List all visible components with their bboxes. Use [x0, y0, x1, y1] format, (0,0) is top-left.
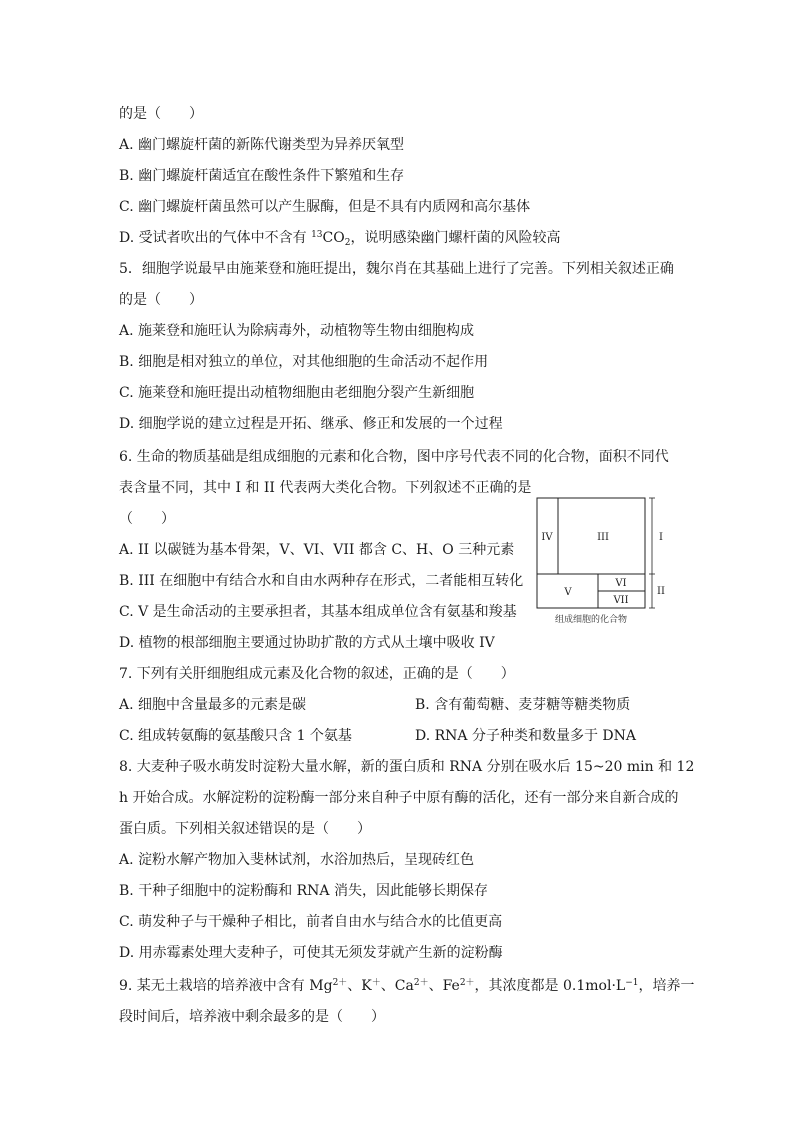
question-8-stem-2: h 开始合成。水解淀粉的淀粉酶一部分来自种子中原有酶的活化，还有一部分来自新合成的 — [119, 790, 679, 806]
option-6b: B. III 在细胞中有结合水和自由水两种存在形式，二者能相互转化 — [119, 573, 524, 589]
option-4d-subscript: 2 — [344, 238, 351, 248]
option-6d: D. 植物的根部细胞主要通过协助扩散的方式从土壤中吸收 IV — [119, 635, 495, 651]
label-ii: II — [657, 586, 665, 597]
option-8a: A. 淀粉水解产物加入斐林试剂，水浴加热后，呈现砖红色 — [119, 852, 475, 868]
q9-fe-charge: 2＋ — [459, 978, 475, 988]
option-4d — [119, 228, 560, 248]
question-5-stem: 5．细胞学说最早由施莱登和施旺提出，魏尔肖在其基础上进行了完善。下列相关叙述正确 — [119, 261, 674, 277]
q9-unit-exponent: −1 — [625, 978, 639, 988]
q9-part-2: 、K — [347, 978, 372, 994]
option-8c: C. 萌发种子与干燥种子相比，前者自由水与结合水的比值更高 — [119, 914, 503, 930]
label-v: V — [564, 587, 572, 598]
option-4b: B. 幽门螺旋杆菌适宜在酸性条件下繁殖和生存 — [119, 168, 405, 184]
label-iii: III — [597, 532, 609, 543]
q9-part-4: 、Fe — [428, 978, 460, 994]
cell-compounds-diagram — [530, 490, 680, 630]
option-4d-text-b: ，说明感染幽门螺杆菌的风险较高 — [350, 230, 561, 246]
option-5b: B. 细胞是相对独立的单位，对其他细胞的生命活动不起作用 — [119, 354, 489, 370]
option-5d: D. 细胞学说的建立过程是开拓、继承、修正和发展的一个过程 — [119, 416, 503, 432]
question-5-stem-end: 的是（ ） — [119, 292, 203, 308]
option-5a: A. 施莱登和施旺认为除病毒外，动植物等生物由细胞构成 — [119, 323, 475, 339]
option-4c: C. 幽门螺旋杆菌虽然可以产生脲酶，但是不具有内质网和高尔基体 — [119, 199, 531, 215]
option-4d-co: CO — [322, 230, 345, 246]
option-8d: D. 用赤霉素处理大麦种子，可使其无须发芽就产生新的淀粉酶 — [119, 945, 503, 961]
question-8-stem: 8. 大麦种子吸水萌发时淀粉大量水解，新的蛋白质和 RNA 分别在吸水后 15~20 min 和 12 — [119, 759, 695, 775]
option-8b: B. 干种子细胞中的淀粉酶和 RNA 消失，因此能够长期保存 — [119, 883, 488, 899]
question-9-stem-2: 段时间后，培养液中剩余最多的是（ ） — [119, 1009, 385, 1025]
text-line-q4-stem-end: 的是（ ） — [119, 106, 203, 122]
option-6a: A. II 以碳链为基本骨架，V、VI、VII 都含 C、H、O 三种元素 — [119, 542, 515, 558]
q9-part-6: ，培养一 — [638, 978, 695, 994]
option-4a: A. 幽门螺旋杆菌的新陈代谢类型为异养厌氧型 — [119, 137, 405, 153]
cell-compounds-figure — [530, 490, 680, 630]
q9-ca-charge: 2＋ — [413, 978, 429, 988]
option-7c: C. 组成转氨酶的氨基酸只含 1 个氨基 — [119, 728, 352, 744]
option-7d: D. RNA 分子种类和数量多于 DNA — [415, 728, 637, 744]
question-8-stem-3: 蛋白质。下列相关叙述错误的是（ ） — [119, 821, 371, 837]
q9-k-charge: ＋ — [371, 978, 381, 988]
option-7b: B. 含有葡萄糖、麦芽糖等糖类物质 — [415, 697, 631, 713]
label-vii: VII — [613, 595, 629, 606]
option-5c: C. 施莱登和施旺提出动植物细胞由老细胞分裂产生新细胞 — [119, 385, 475, 401]
q9-part-5: ，其浓度都是 0.1mol·L — [474, 978, 626, 994]
label-vi: VI — [615, 578, 627, 589]
question-6-stem: 6. 生命的物质基础是组成细胞的元素和化合物，图中序号代表不同的化合物，面积不同代 — [119, 449, 669, 465]
figure-caption: 组成细胞的化合物 — [554, 615, 628, 625]
question-6-bracket: （ ） — [119, 511, 175, 527]
q9-part-1: 9. 某无土栽培的培养液中含有 Mg — [119, 978, 333, 994]
q9-mg-charge: 2＋ — [332, 978, 348, 988]
option-4d-isotope: 13 — [311, 230, 323, 240]
option-6c: C. V 是生命活动的主要承担者，其基本组成单位含有氨基和羧基 — [119, 604, 517, 620]
question-6-stem-2: 表含量不同，其中 I 和 II 代表两大类化合物。下列叙述不正确的是 — [119, 480, 532, 496]
q9-part-3: 、Ca — [380, 978, 414, 994]
option-7a: A. 细胞中含量最多的元素是碳 — [119, 697, 307, 713]
option-4d-text-a: D. 受试者吹出的气体中不含有 — [119, 230, 312, 246]
question-9-stem — [119, 976, 694, 996]
label-iv: IV — [541, 532, 553, 543]
label-i: I — [659, 532, 663, 543]
question-7-stem: 7. 下列有关肝细胞组成元素及化合物的叙述，正确的是（ ） — [119, 666, 515, 682]
